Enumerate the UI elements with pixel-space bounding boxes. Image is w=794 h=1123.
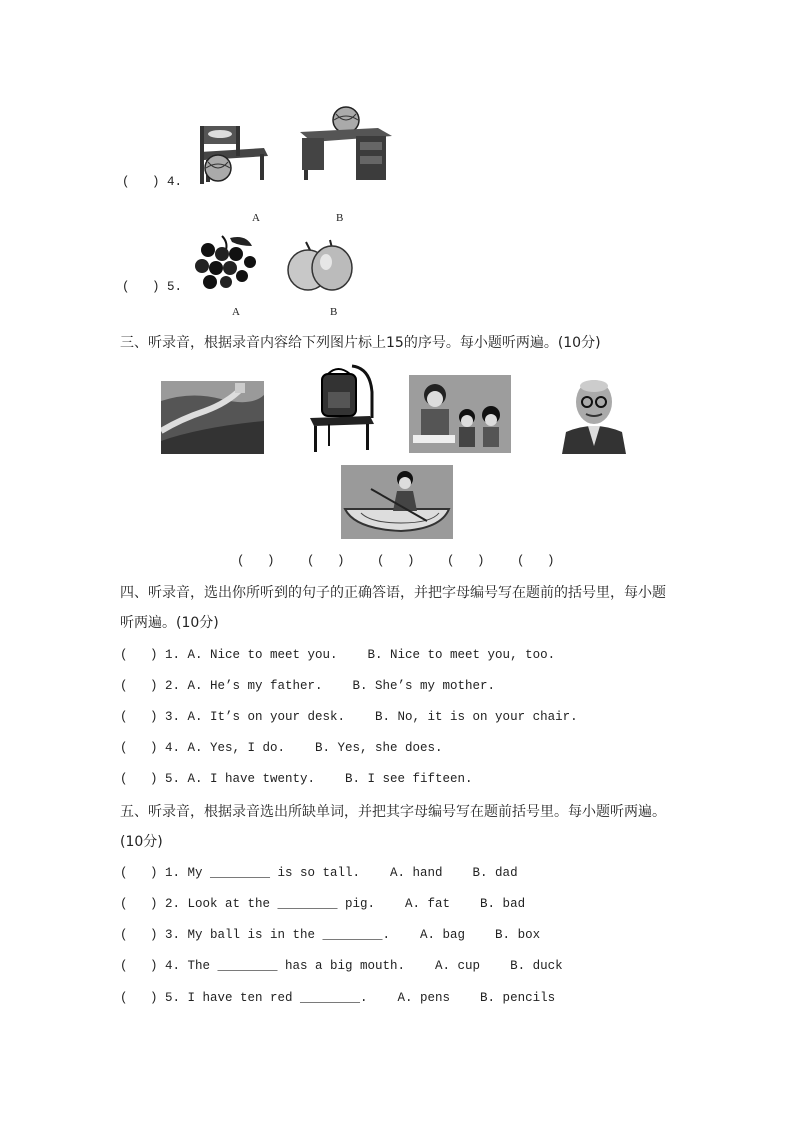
section4-question-2: ( ) 2. A. He’s my father. B. She’s my mother. [120,679,496,693]
q4-label-b: B [336,212,344,224]
q5-label-b: B [330,306,338,318]
q4-label-a: A [252,212,260,224]
girl-in-boat-picture [341,465,453,539]
section3-blank-3[interactable]: ( ) [377,554,415,568]
section5-question-1: ( ) 1. My ________ is so tall. A. hand B. dad [120,866,518,880]
section5-heading-line1: 五、听录音，根据录音选出所缺单词，并把其字母编号写在题前括号里。每小题听两遍。 [120,804,666,820]
section4-question-5: ( ) 5. A. I have twenty. B. I see fifteen. [120,772,473,786]
section5-question-5: ( ) 5. I have ten red ________. A. pens B. pencils [120,991,556,1005]
section5-question-2: ( ) 2. Look at the ________ pig. A. fat B. bad [120,897,526,911]
section5-question-3: ( ) 3. My ball is in the ________. A. bag B. box [120,928,541,942]
section4-question-4: ( ) 4. A. Yes, I do. B. Yes, she does. [120,741,443,755]
great-wall-picture [161,381,264,454]
section4-question-3: ( ) 3. A. It’s on your desk. B. No, it is on your chair. [120,710,578,724]
section4-heading-line2: 听两遍。(10分) [120,615,219,631]
grapes-picture [188,232,260,292]
q5-prefix: ( ) 5. [122,280,183,294]
section3-heading: 三、听录音，根据录音内容给下列图片标上15的序号。每小题听两遍。(10分) [120,335,601,351]
q5-label-a: A [232,306,240,318]
section3-blank-5[interactable]: ( ) [517,554,555,568]
section4-heading-line1: 四、听录音，选出你所听到的句子的正确答语，并把字母编号写在题前的括号里，每小题 [120,585,666,601]
chair-with-backpack-picture [308,362,380,454]
section3-blank-1[interactable]: ( ) [237,554,275,568]
q4-prefix: ( ) 4. [122,175,183,189]
section3-blank-4[interactable]: ( ) [447,554,485,568]
section4-question-1: ( ) 1. A. Nice to meet you. B. Nice to meet you, too. [120,648,556,662]
section5-question-4: ( ) 4. The ________ has a big mouth. A. cup B. duck [120,959,563,973]
mother-and-children-picture [409,375,511,453]
pears-picture [284,236,356,292]
section3-blank-2[interactable]: ( ) [307,554,345,568]
grandfather-picture [556,376,632,454]
section5-heading-line2: (10分) [120,834,163,850]
desk-with-ball-picture [298,104,394,190]
chair-with-ball-picture [192,120,272,190]
